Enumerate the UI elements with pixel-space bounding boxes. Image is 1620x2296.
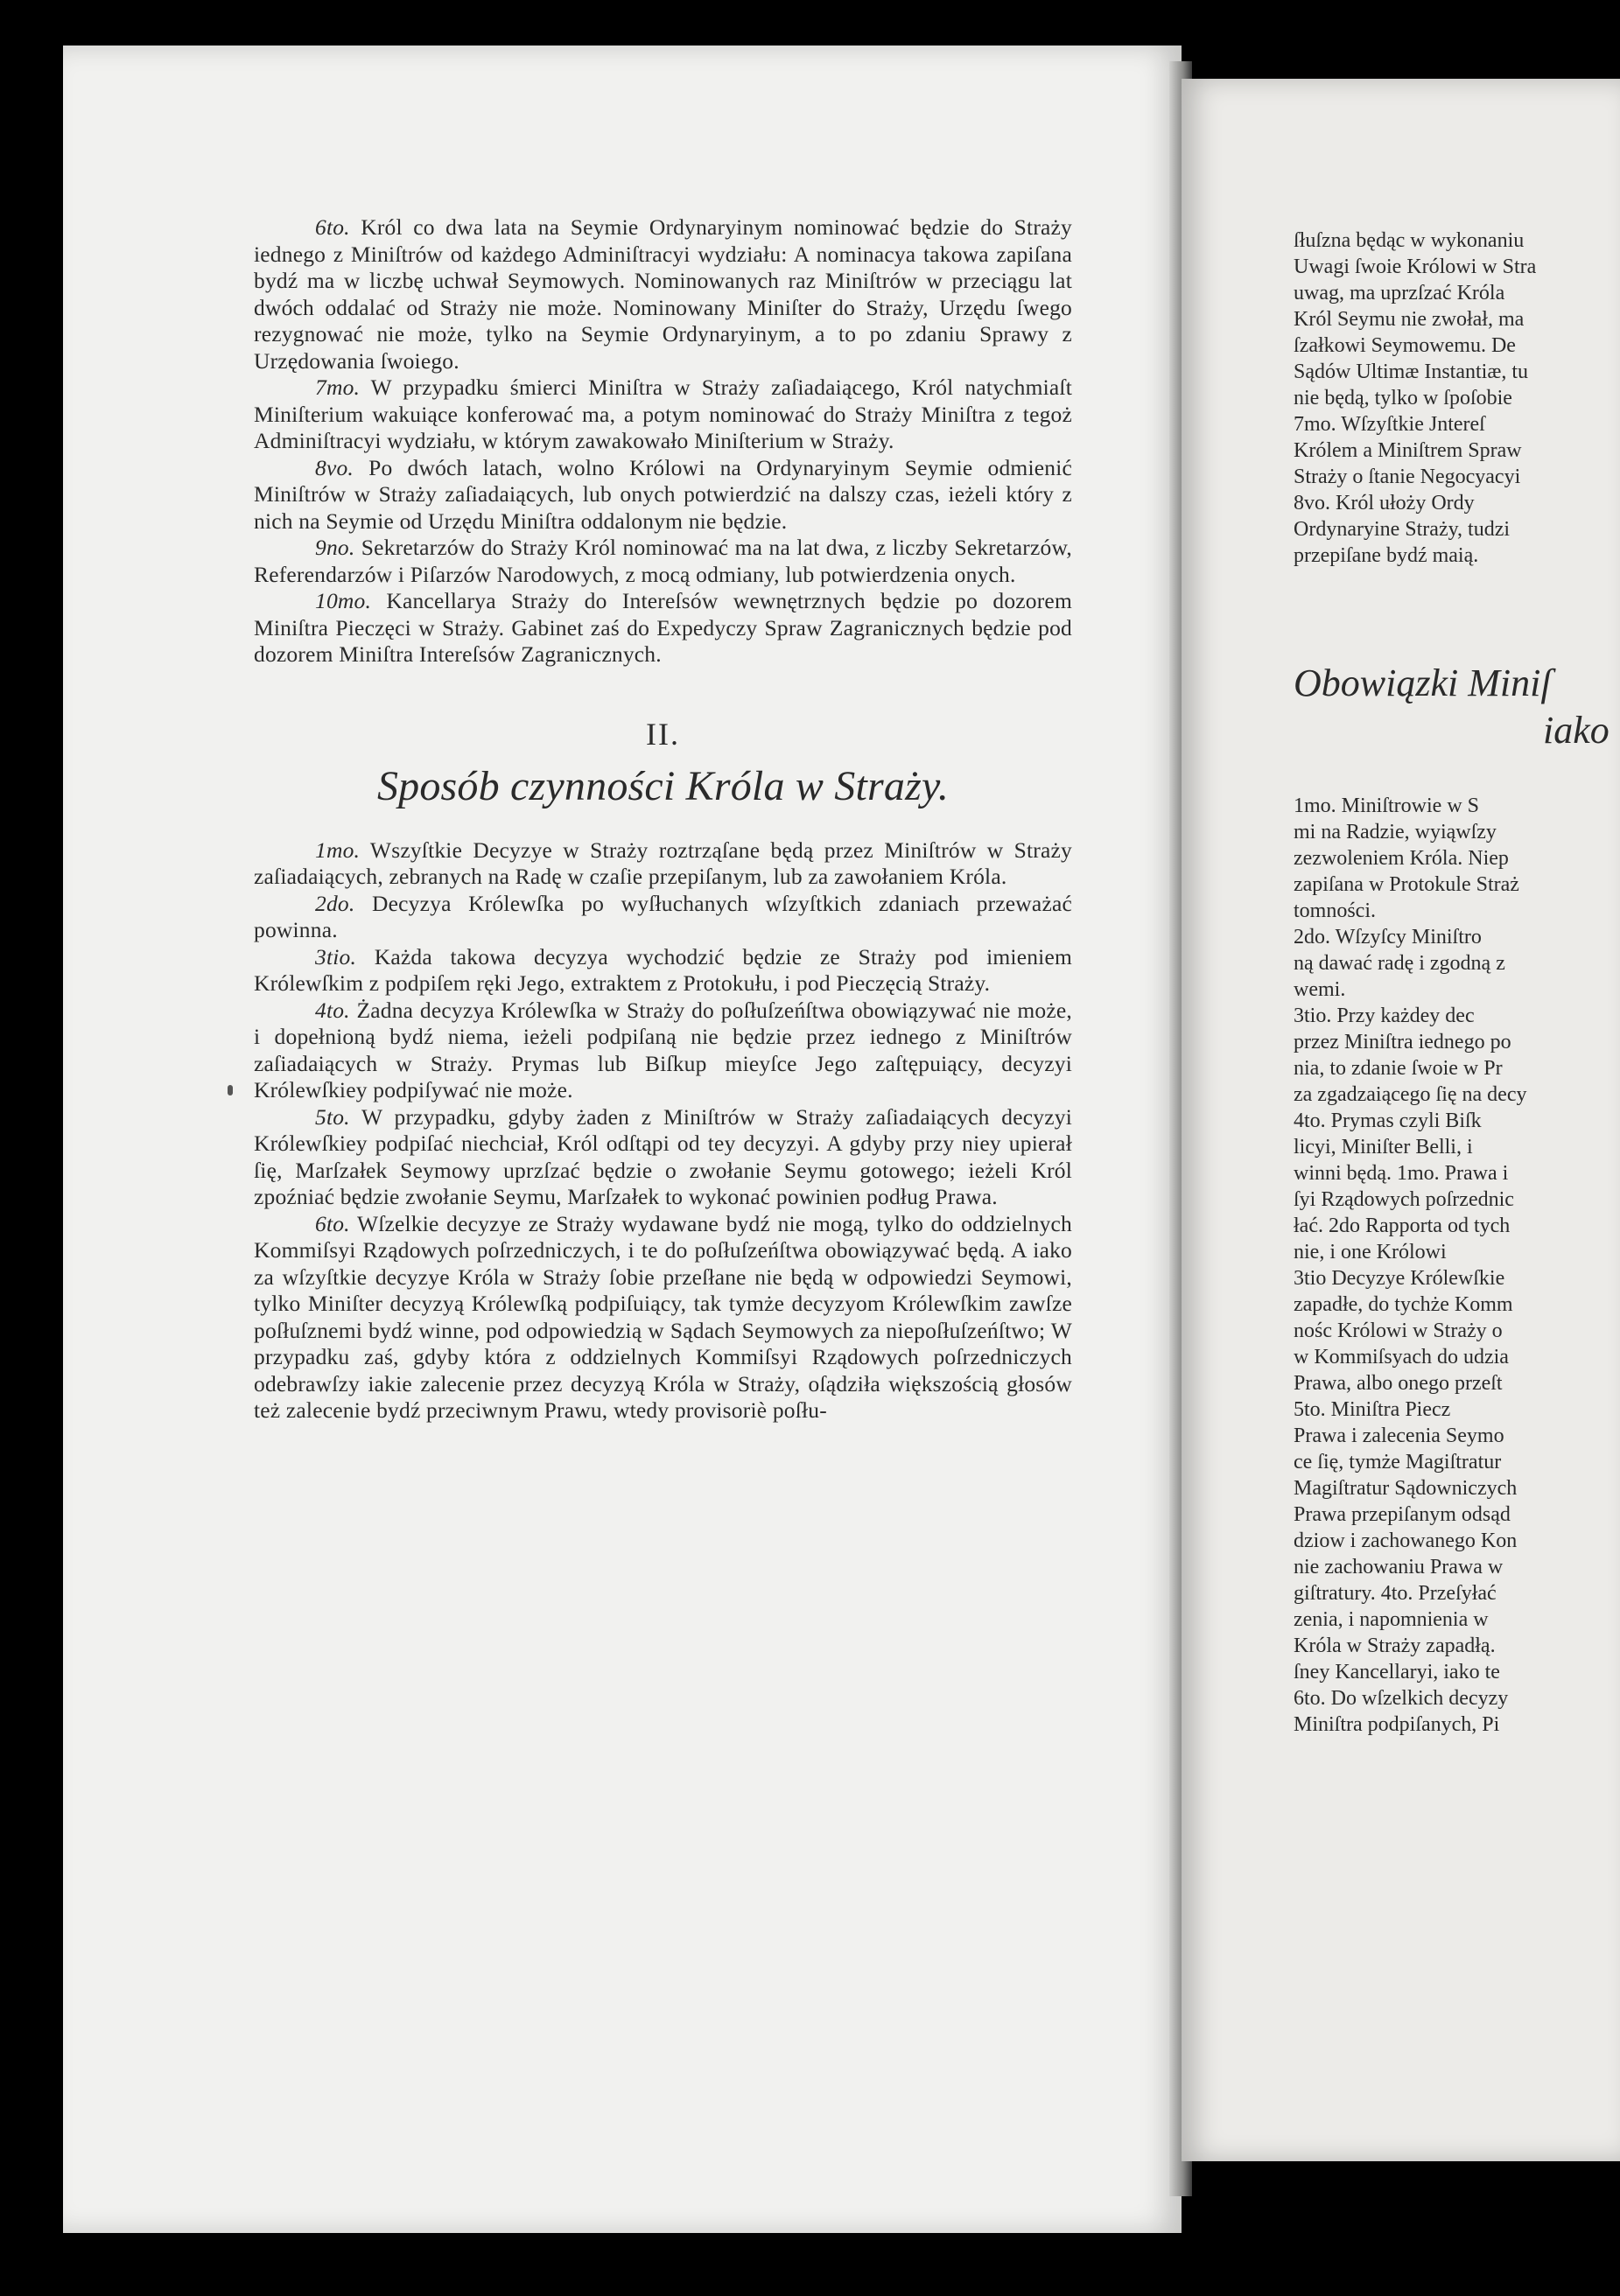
paragraph [254, 214, 1072, 374]
paragraph [254, 837, 1072, 891]
paragraph [254, 998, 1072, 1104]
paragraph-number: 6to. [315, 214, 350, 240]
paragraph-text: Decyzya Królewſka po wyſłuchanych wſzyſtkich zdaniach przeważać powinna. [254, 890, 1072, 942]
right-text-line: Sądów Ultimæ Instantiæ, tu [1294, 360, 1529, 383]
right-text-line: nie zachowaniu Prawa w [1294, 1556, 1504, 1578]
right-text-line: uwag, ma uprzſzać Króla [1294, 282, 1505, 304]
right-text-line: dziow i zachowanego Kon [1294, 1530, 1518, 1552]
right-text-line: ſney Kancellaryi, iako te [1294, 1661, 1500, 1684]
right-text-line: nie, i one Królowi [1294, 1241, 1447, 1264]
paragraph-number: 1mo. [315, 836, 361, 863]
right-text-line: Prawa i zalecenia Seymo [1294, 1424, 1504, 1447]
paragraph [254, 535, 1072, 588]
right-text-line: przez Miniſtra iednego po [1294, 1031, 1511, 1054]
paragraph-text: W przypadku śmierci Miniſtra w Straży zaſiadaiącego, Król natychmiaſt Miniſterium wakuiące konferować ma, a potym nominować do Straży Miniſtra z tegoż Adminiſtracyi wydziału, w którym zawakowało Miniſterium w Straży. [254, 374, 1072, 453]
paragraph-number: 7mo. [315, 374, 361, 400]
paragraph-text: Król co dwa lata na Seymie Ordynaryinym nominować będzie do Straży iednego z Miniſtrów od każdego Adminiſtracyi wydziału: A nominacya takowa zapiſana bydź ma w liczbę uchwał Seymowych. Nominowanych raz Miniſtrów w przeciągu lat dwóch oddalać od Straży nie może. Nominowany Miniſter do Straży, Urzędu ſwego rezygnować nie może, tylko na Seymie Ordynaryinym, a to po zdaniu Sprawy z Urzędowania ſwoiego. [254, 214, 1072, 374]
right-text-line: licyi, Miniſter Belli, i [1294, 1136, 1473, 1158]
right-text-block-b [1294, 793, 1620, 1738]
right-text-line: 1mo. Miniſtrowie w S [1294, 794, 1480, 817]
section-title: Sposób czynności Króla w Straży. [376, 763, 950, 809]
right-text-block-a [1294, 228, 1620, 569]
paragraph-number: 10mo. [315, 588, 372, 613]
right-text-line: za zgadzaiącego ſię na decy [1294, 1083, 1527, 1106]
paragraphs-group-a [254, 214, 1072, 668]
right-text-line: 3tio. Przy każdey dec [1294, 1004, 1475, 1027]
right-page-text [1294, 228, 1620, 1738]
right-text-line: 4to. Prymas czyli Biſk [1294, 1110, 1482, 1132]
right-text-line: Prawa przepiſanym odsąd [1294, 1503, 1511, 1526]
paragraphs-group-b [254, 837, 1072, 1424]
right-text-line: Miniſtra podpiſanych, Pi [1294, 1713, 1500, 1736]
right-text-line: Uwagi ſwoie Królowi w Stra [1294, 256, 1537, 278]
right-text-line: ſłuſzna będąc w wykonaniu [1294, 229, 1525, 252]
paragraph [254, 1211, 1072, 1424]
right-text-line: Ordynaryine Straży, tudzi [1294, 518, 1511, 541]
right-text-line: Straży o ſtanie Negocyacyi [1294, 466, 1521, 488]
right-text-line: zenia, i napomnienia w [1294, 1608, 1489, 1631]
right-text-line: 6to. Do wſzelkich decyzy [1294, 1687, 1509, 1710]
right-text-line: winni będą. 1mo. Prawa i [1294, 1162, 1509, 1185]
right-text-line: zezwoleniem Króla. Niep [1294, 847, 1509, 870]
right-text-line: nia, to zdanie ſwoie w Pr [1294, 1057, 1503, 1080]
right-text-line: przepiſane bydź maią. [1294, 544, 1479, 567]
right-text-line: nie będą, tylko w ſpoſobie [1294, 387, 1512, 410]
right-text-line: ſzałkowi Seymowemu. De [1294, 334, 1516, 357]
right-text-line: Prawa, albo onego przeſt [1294, 1372, 1503, 1395]
right-text-line: ſyi Rządowych poſrzednic [1294, 1188, 1514, 1211]
right-page [1182, 79, 1620, 2161]
paragraph [254, 1104, 1072, 1211]
margin-mark [228, 1085, 233, 1096]
right-text-line: 5to. Miniſtra Piecz [1294, 1398, 1451, 1421]
paragraph-number: 6to. [315, 1210, 350, 1236]
paragraph-number: 2do. [315, 890, 355, 916]
paragraph-text: Wſzelkie decyzye ze Straży wydawane bydź nie mogą, tylko do oddzielnych Kommiſsyi Rządowych poſrzedniczych, i te do poſłuſzeńſtwa obowiązywać będą. A iako za wſzyſtkie decyzye Króla w Straży ſobie przeſłane nie będą w odpowiedzi Seymowi, tylko Miniſter decyzyą Królewſką podpiſuiący, tak tymże decyzyom Królewſkim zawſze poſłuſznemi bydź winne, pod odpowiedzią w Sądach Seymowych za niepoſłuſzeńſtwo; W przypadku zaś, gdyby która z oddzielnych Kommiſsyi Rządowych poſrzedniczych odebrawſzy iakie zalecenie przez decyzyą Króla w Straży, oſądziła większością głosów też zalecenie bydź przeciwnym Prawu, wtedy provisoriè poſłu- [254, 1210, 1072, 1423]
section-number: II. [646, 716, 680, 752]
right-text-line: łać. 2do Rapporta od tych [1294, 1214, 1511, 1237]
right-text-line: Króla w Straży zapadłą. [1294, 1634, 1496, 1657]
paragraph-number: 5to. [315, 1103, 350, 1130]
right-text-line: mi na Radzie, wyiąwſzy [1294, 821, 1497, 844]
right-text-line: Królem a Miniſtrem Spraw [1294, 439, 1522, 462]
paragraph-text: Każda takowa decyzya wychodzić będzie ze Straży pod imieniem Królewſkim z podpiſem ręki Jego, extraktem z Protokułu, i pod Pieczęcią Straży. [254, 943, 1072, 996]
right-text-line: zapadłe, do tychże Komm [1294, 1293, 1513, 1316]
paragraph [254, 455, 1072, 536]
paragraph-number: 9no. [315, 535, 355, 560]
right-text-line: Magiſtratur Sądowniczych [1294, 1477, 1518, 1500]
right-text-line: nośc Królowi w Straży o [1294, 1320, 1503, 1342]
right-text-line: w Kommiſsyach do udzia [1294, 1346, 1509, 1368]
right-heading-line2: iako [1543, 709, 1609, 752]
paragraph-text: Sekretarzów do Straży Król nominować ma na lat dwa, z liczby Sekretarzów, Referendarzów i Piſarzów Narodowych, z mocą odmiany, lub potwierdzenia onych. [254, 535, 1072, 587]
right-heading-line1: Obowiązki Miniſ [1294, 662, 1552, 704]
right-text-line: 8vo. Król ułoży Ordy [1294, 492, 1475, 514]
paragraph-text: Żadna decyzya Królewſka w Straży do poſłuſzeńſtwa obowiązywać nie może, i dopełnioną bydź niema, ieżeli podpiſaną nie będzie przez iednego z Miniſtrów zaſiadaiących w Straży. Prymas lub Biſkup mieyſce Jego zaſtępuiący, decyzyi Królewſkiey podpiſywać nie może. [254, 997, 1072, 1102]
right-text-line: 7mo. Wſzyſtkie Jntereſ [1294, 413, 1485, 436]
paragraph-text: W przypadku, gdyby żaden z Miniſtrów w Straży zaſiadaiących decyzyi Królewſkiey podpiſać niechciał, Król odſtąpi od tey decyzyi. A gdyby przy niey upierał ſię, Marſzałek Seymowy uprzſzać będzie o zwołanie Seymu gotowego; ieżeli Król zpoźniać będzie zwołanie Seymu, Marſzałek to wykonać powinien podług Prawa. [254, 1103, 1072, 1209]
right-text-line: ce ſię, tymże Magiſtratur [1294, 1451, 1502, 1474]
right-text-line: 2do. Wſzyſcy Miniſtro [1294, 926, 1482, 948]
right-text-line: 3tio Decyzye Królewſkie [1294, 1267, 1505, 1290]
paragraph-number: 4to. [315, 997, 350, 1023]
right-text-line: giſtratury. 4to. Przeſyłać [1294, 1582, 1497, 1605]
paragraph [254, 374, 1072, 455]
paragraph [254, 588, 1072, 668]
paragraph [254, 891, 1072, 944]
right-text-line: zapiſana w Protokule Straż [1294, 873, 1519, 896]
left-page-text [254, 214, 1072, 1424]
paragraph-text: Po dwóch latach, wolno Królowi na Ordynaryinym Seymie odmienić Miniſtrów w Straży zaſiadaiących, lub onych potwierdzić na dalszy czas, ieżeli który z nich na Seymie od Urzędu Miniſtra oddalonym nie będzie. [254, 454, 1073, 534]
paragraph-number: 8vo. [315, 454, 354, 480]
right-text-line: Król Seymu nie zwołał, ma [1294, 308, 1525, 331]
right-text-line: ną dawać radę i zgodną z [1294, 952, 1505, 975]
paragraph-number: 3tio. [315, 943, 357, 970]
right-text-line: tomności. [1294, 900, 1376, 922]
paragraph-text: Kancellarya Straży do Intereſsów wewnętrznych będzie po dozorem Miniſtra Pieczęci w Straży. Gabinet zaś do Expedyczy Spraw Zagranicznych będzie pod dozorem Miniſtra Intereſsów Zagranicznych. [254, 588, 1072, 667]
paragraph [254, 944, 1072, 998]
paragraph-text: Wszyſtkie Decyzye w Straży roztrząſane będą przez Miniſtrów w Straży zaſiadaiących, zebranych na Radę w czaſie przepiſanym, lub za zawołaniem Króla. [254, 836, 1072, 889]
right-text-line: wemi. [1294, 978, 1346, 1001]
